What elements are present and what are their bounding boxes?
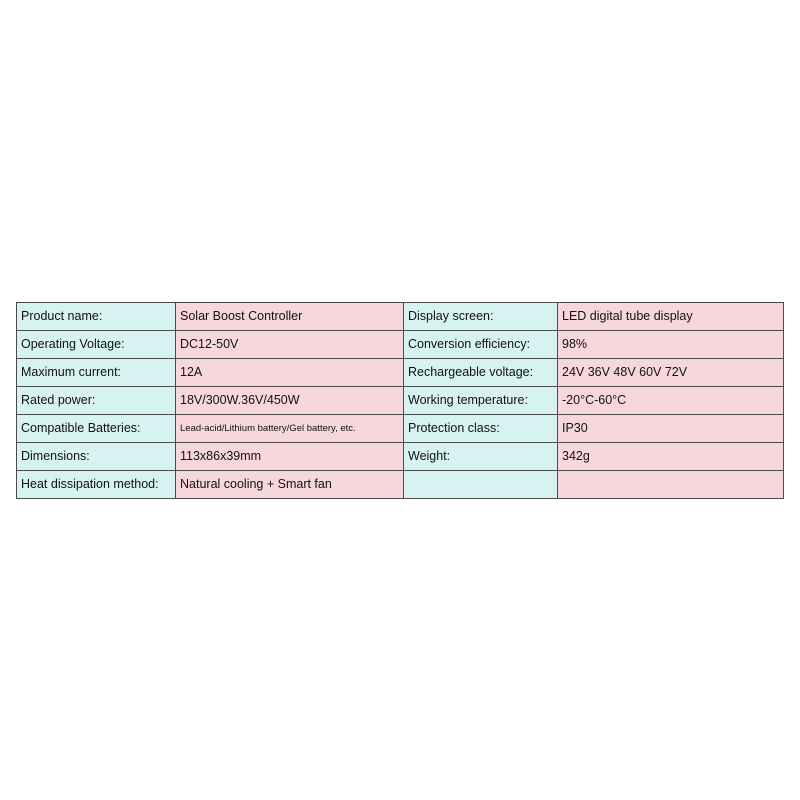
empty-label-cell — [404, 471, 558, 499]
heat-dissipation-label: Heat dissipation method: — [17, 471, 176, 499]
product-name-value: Solar Boost Controller — [176, 303, 404, 331]
rated-power-label: Rated power: — [17, 387, 176, 415]
compatible-batteries-value: Lead-acid/Lithium battery/Gel battery, etc. — [176, 415, 404, 443]
table-row-heat-dissipation — [17, 471, 784, 499]
table-row-maximum-current — [17, 359, 784, 387]
spec-table — [16, 302, 784, 499]
table-row-compatible-batteries — [17, 415, 784, 443]
display-screen-value: LED digital tube display — [558, 303, 784, 331]
conversion-efficiency-label: Conversion efficiency: — [404, 331, 558, 359]
table-row-product-name — [17, 303, 784, 331]
table-row-dimensions — [17, 443, 784, 471]
rechargeable-voltage-value: 24V 36V 48V 60V 72V — [558, 359, 784, 387]
operating-voltage-label: Operating Voltage: — [17, 331, 176, 359]
working-temperature-label: Working temperature: — [404, 387, 558, 415]
rechargeable-voltage-label: Rechargeable voltage: — [404, 359, 558, 387]
empty-value-cell — [558, 471, 784, 499]
spec-table-body — [17, 303, 784, 499]
conversion-efficiency-value: 98% — [558, 331, 784, 359]
protection-class-label: Protection class: — [404, 415, 558, 443]
table-row-operating-voltage — [17, 331, 784, 359]
heat-dissipation-value: Natural cooling + Smart fan — [176, 471, 404, 499]
maximum-current-value: 12A — [176, 359, 404, 387]
display-screen-label: Display screen: — [404, 303, 558, 331]
product-name-label: Product name: — [17, 303, 176, 331]
table-row-rated-power — [17, 387, 784, 415]
weight-label: Weight: — [404, 443, 558, 471]
compatible-batteries-label: Compatible Batteries: — [17, 415, 176, 443]
rated-power-value: 18V/300W.36V/450W — [176, 387, 404, 415]
dimensions-label: Dimensions: — [17, 443, 176, 471]
dimensions-value: 113x86x39mm — [176, 443, 404, 471]
protection-class-value: IP30 — [558, 415, 784, 443]
weight-value: 342g — [558, 443, 784, 471]
operating-voltage-value: DC12-50V — [176, 331, 404, 359]
maximum-current-label: Maximum current: — [17, 359, 176, 387]
working-temperature-value: -20°C-60°C — [558, 387, 784, 415]
